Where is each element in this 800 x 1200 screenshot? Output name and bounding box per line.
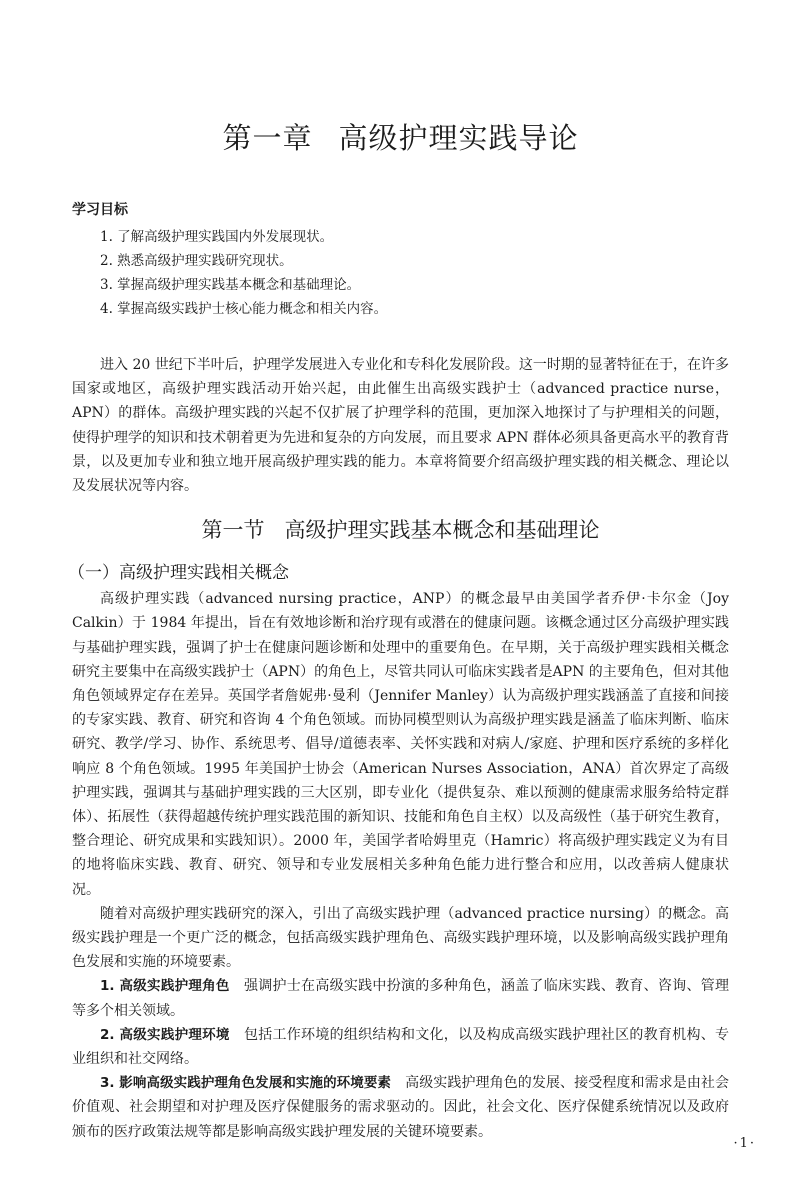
term-text: 强调护士在高级实践中扮演的多种角色，涵盖了临床实践、教育、咨询、管理等多个相关领域。 (72, 978, 729, 1019)
section-number: 第一节 (201, 518, 265, 543)
section-title (72, 514, 729, 544)
term-label: 2. 高级实践护理环境 (100, 1026, 230, 1043)
objective-item: 2. 熟悉高级护理实践研究现状。 (100, 253, 293, 269)
objectives-list (72, 225, 729, 321)
body-paragraph: 随着对高级护理实践研究的深入，引出了高级实践护理（advanced practice nursing）的概念。高级实践护理是一个更广泛的概念，包括高级实践护理角色、高级实践护理环境，以及影响高级实践护理角色发展和实施的环境要素。 (72, 905, 729, 971)
subsection-title: （一）高级护理实践相关概念 (68, 563, 289, 584)
term-label: 3. 影响高级实践护理角色发展和实施的环境要素 (100, 1075, 392, 1092)
term-text: 高级实践护理角色的发展、接受程度和需求是由社会价值观、社会期望和对护理及医疗保健服务的需求驱动的。因此，社会文化、医疗保健系统情况以及政府颁布的医疗政策法规等都是影响高级实践护理发展的关键环境要素。 (72, 1075, 729, 1140)
page-content (68, 116, 729, 1144)
section-name: 高级护理实践基本概念和基础理论 (284, 518, 600, 543)
chapter-title (72, 116, 729, 157)
body-paragraph: 高级护理实践（advanced nursing practice，ANP）的概念最早由美国学者乔伊·卡尔金（Joy Calkin）于 1984 年提出，旨在有效地诊断和治疗现有或潜在的健康问题。该概念通过区分高级护理实践与基础护理实践，强调了护士在健康问题诊断和处理中的重要角色。在早期，关于高级护理实践相关概念研究主要集中在高级实践护士（APN）的角色上，尽管共同认可临床实践者是APN 的主要角色，但对其他角色领域界定存在差异。英国学者詹妮弗·曼利（Jennifer Manley）认为高级护理实践涵盖了直接和间接的专家实践、教育、研究和咨询 4 个角色领域。而协同模型则认为高级护理实践是涵盖了临床判断、临床研究、教学/学习、协作、系统思考、倡导/道德表率、关怀实践和对病人/家庭、护理和医疗系统的多样化响应 8 个角色领域。1995 年美国护士协会（American Nurses Association，ANA）首次界定了高级护理实践，强调其与基础护理实践的三大区别，即专业化（提供复杂、难以预测的健康需求服务给特定群体）、拓展性（获得超越传统护理实践范围的新知识、技能和角色自主权）以及高级性（基于研究生教育，整合理论、研究成果和实践知识）。2000 年，美国学者哈姆里克（Hamric）将高级护理实践定义为有目的地将临床实践、教育、研究、领导和专业发展相关多种角色能力进行整合和应用，以改善病人健康状况。 (72, 591, 729, 898)
chapter-name: 高级护理实践导论 (338, 121, 579, 155)
term-text: 包括工作环境的组织结构和文化，以及构成高级实践护理社区的教育机构、专业组织和社交网络。 (72, 1026, 729, 1068)
term-label: 1. 高级实践护理角色 (100, 978, 230, 995)
intro-paragraph: 进入 20 世纪下半叶后，护理学发展进入专业化和专科化发展阶段。这一时期的显著特征在于，在许多国家或地区，高级护理实践活动开始兴起，由此催生出高级实践护士（advanced practice nurse，APN）的群体。高级护理实践的兴起不仅扩展了护理学科的范围，更加深入地探讨了与护理相关的问题，使得护理学的知识和技术朝着更为先进和复杂的方向发展，而且要求 APN 群体必须具备更高水平的教育背景，以及更加专业和独立地开展高级护理实践的能力。本章将简要介绍高级护理实践的相关概念、理论以及发展状况等内容。 (72, 357, 729, 495)
term-paragraph (72, 974, 729, 1022)
objective-item: 3. 掌握高级护理实践基本概念和基础理论。 (100, 277, 361, 293)
objectives-heading: 学习目标 (72, 202, 128, 218)
objective-item: 1. 了解高级护理实践国内外发展现状。 (100, 229, 334, 245)
chapter-number: 第一章 (222, 121, 313, 155)
term-paragraph (72, 1071, 729, 1144)
page-number: ·1· (733, 1136, 756, 1151)
objective-item: 4. 掌握高级实践护士核心能力概念和相关内容。 (100, 301, 388, 317)
term-paragraph (72, 1023, 729, 1071)
